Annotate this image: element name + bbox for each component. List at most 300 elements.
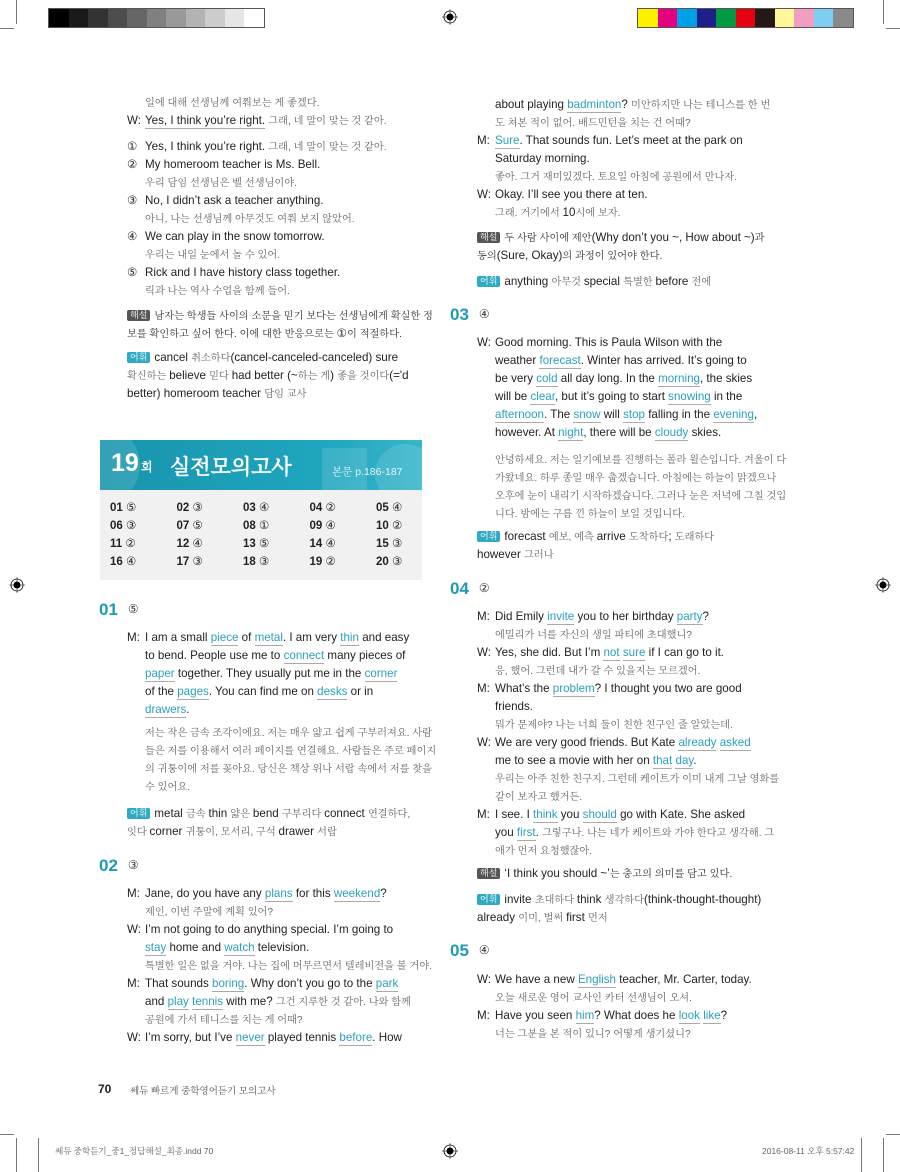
- section-header-01: [99, 600, 139, 620]
- korean-text: 릭과 나는 역사 수업을 함께 들어.: [145, 286, 290, 297]
- korean-text: 보를 확인하고 싶어 한다. 이에 대한 반응으로는: [127, 329, 337, 340]
- text-line: M: What’s the problem? I thought you two are good: [477, 680, 779, 698]
- answer-number: 01: [110, 502, 123, 514]
- key-word: watch: [224, 941, 255, 954]
- page-reference: 본문 p.186-187: [332, 466, 403, 478]
- answer-key-box: [100, 440, 422, 580]
- explanation-badge: 해설: [477, 868, 500, 879]
- text-line: Saturday morning.: [495, 152, 590, 165]
- text-line: [477, 168, 770, 186]
- text-line: [127, 246, 387, 264]
- answer-item: [376, 500, 443, 518]
- answer-number: 04: [309, 502, 323, 514]
- q01-vocabulary: [127, 805, 410, 841]
- korean-text: 미안하지만 나는 테니스를 한 번: [631, 100, 771, 111]
- speaker-label: ①: [127, 140, 138, 153]
- answer-choice: ③: [189, 502, 203, 514]
- question-number: 03: [450, 305, 469, 324]
- korean-text: 좋을 것이다: [337, 371, 390, 382]
- process-color-bar: [637, 8, 854, 28]
- korean-text: 우리는 아주 친한 친구지. 그런데 케이트가 이미 내게 그날 영화를: [495, 774, 780, 785]
- answer-item: [310, 500, 377, 518]
- key-word: him: [575, 1009, 595, 1022]
- korean-text: 우리 담임 선생님은 벨 선생님이야.: [145, 178, 297, 189]
- korean-text: 귀퉁이, 모서리, 구석: [185, 827, 279, 838]
- korean-text: 에밀리가 너를 자신의 생일 파티에 초대했니?: [495, 630, 692, 641]
- text-line: [127, 307, 433, 325]
- text-line: drawers.: [145, 703, 190, 716]
- text-line: W: Good morning. This is Paula Wilson with the: [477, 334, 757, 352]
- text-line: already 이미, 벌써 first 먼저: [477, 911, 608, 924]
- answer-item: [110, 554, 177, 572]
- key-word: that: [652, 754, 673, 767]
- answer-key-header: [100, 440, 422, 490]
- text-line: 어휘 forecast 예보, 예측 arrive 도착하다; 도래하다: [477, 528, 714, 546]
- korean-text: 너는 그분을 본 적이 있니? 어떻게 생기셨니?: [495, 1029, 691, 1040]
- section-header-03: [450, 305, 490, 325]
- answer-number: 03: [243, 502, 256, 514]
- explanation: [127, 307, 433, 343]
- q03-script: [477, 334, 757, 442]
- text-line: [477, 788, 779, 806]
- crop-mark: [883, 1138, 884, 1172]
- color-swatch: [697, 9, 717, 27]
- speaker-label: ③: [127, 194, 138, 207]
- key-word: first: [516, 826, 536, 839]
- underlined-answer: Yes, I think you’re right.: [145, 114, 266, 127]
- color-swatch: [49, 9, 69, 27]
- text-line: ① Yes, I think you’re right. 그래, 네 말이 맞는 것 같아.: [127, 138, 387, 156]
- text-line: stay home and watch television.: [145, 941, 310, 954]
- korean-text: 두 사람 사이에 제안: [504, 233, 592, 244]
- answer-item: [110, 518, 177, 536]
- speaker-label: M:: [477, 610, 490, 623]
- speaker-label: M:: [127, 977, 140, 990]
- key-word: afternoon: [495, 408, 544, 421]
- text-line: [145, 778, 436, 796]
- q03-vocabulary: [477, 528, 714, 564]
- text-line: 그래. 거기에서 10시에 보자.: [495, 206, 621, 219]
- key-word: cold: [536, 372, 558, 385]
- answer-item: [376, 554, 443, 572]
- crop-mark: [0, 1134, 14, 1135]
- speaker-label: W:: [477, 973, 491, 986]
- speaker-label: ⑤: [127, 266, 138, 279]
- korean-text: 남자는 학생들 사이의 소문을 믿기 보다는 선생님에게 확실한 정: [154, 311, 433, 322]
- answer-choice: ④: [255, 502, 270, 514]
- crop-mark: [0, 28, 14, 29]
- korean-text: 수 있어요.: [145, 782, 191, 793]
- text-line: 어휘 metal 금속 thin 얇은 bend 구부리다 connect 연결하다,: [127, 805, 410, 823]
- slug-filename: 쎄듀 중학듣기_중1_정답해설_최종.indd 70: [55, 1146, 214, 1156]
- question-number: 05: [450, 941, 469, 960]
- crop-mark: [886, 28, 900, 29]
- korean-text: 그렇구나. 나는 네가 케이트와 가야 한다고 생각해. 그: [542, 828, 775, 839]
- text-line: W: We have a new English teacher, Mr. Carter, today.: [477, 971, 752, 989]
- speaker-label: M:: [477, 134, 490, 147]
- q02-explanation: [477, 229, 765, 265]
- speaker-label: M:: [477, 808, 490, 821]
- color-swatch: [69, 9, 89, 27]
- answer-choice: ⑤: [189, 520, 203, 532]
- q05-script: [477, 971, 752, 1043]
- test-number-unit: 회: [141, 460, 153, 474]
- question-number: 01: [99, 600, 118, 619]
- text-line: friends.: [495, 700, 534, 713]
- answer-number: 02: [176, 502, 190, 514]
- section-header-05: [450, 941, 490, 961]
- q02-vocabulary: [477, 273, 711, 291]
- color-swatch: [638, 9, 658, 27]
- key-word: connect: [283, 649, 325, 662]
- answer-number: 19: [309, 556, 323, 568]
- key-word: day: [675, 754, 694, 767]
- color-swatch: [755, 9, 775, 27]
- korean-text: 저는 작은 금속 조각이에요. 저는 매우 얇고 쉽게 구부러져요. 사람: [145, 728, 433, 739]
- text-line: W: I’m sorry, but I’ve never played tennis before. How: [127, 1029, 432, 1047]
- korean-text: 담임 교사: [264, 389, 307, 400]
- text-line: 잇다 corner 귀퉁이, 모서리, 구석 drawer 서랍: [127, 825, 337, 838]
- key-word: boring: [212, 977, 245, 990]
- answer-item: [110, 536, 177, 554]
- key-word: morning: [658, 372, 700, 385]
- key-word: paper: [145, 667, 175, 680]
- korean-text: 구부리다: [281, 809, 325, 820]
- text-line: [495, 505, 786, 523]
- registration-mark-icon: [442, 9, 458, 25]
- answer-choice: ⑤: [122, 502, 137, 514]
- korean-text: 는 충고의 의미를 담고 있다.: [609, 869, 733, 880]
- answer-number: 14: [309, 538, 323, 550]
- key-word: weekend: [333, 887, 381, 900]
- korean-text: 그건 지루한 것 같아. 나와 함께: [275, 997, 411, 1008]
- crop-mark: [16, 1138, 17, 1172]
- text-line: 동의(Sure, Okay)의 과정이 있어야 한다.: [477, 249, 663, 262]
- korean-text: 아니, 나는 선생님께 아무것도 여쭤 보지 않았어.: [145, 214, 355, 225]
- color-swatch: [794, 9, 814, 27]
- key-word: park: [375, 977, 399, 990]
- text-line: W: Yes, she did. But I’m not sure if I can go to it.: [477, 644, 779, 662]
- text-line: M: I am a small piece of metal. I am very thin and easy: [127, 629, 409, 647]
- vocab-badge: 어휘: [477, 276, 500, 287]
- test-title: 실전모의고사: [170, 456, 292, 479]
- speaker-label: W:: [127, 1031, 141, 1044]
- color-swatch: [186, 9, 206, 27]
- key-word: not: [603, 646, 620, 659]
- crop-mark: [38, 1138, 39, 1172]
- korean-text: 니다. 밤에는 구름 낀 하늘이 보일 것입니다.: [495, 509, 685, 520]
- key-word: forecast: [539, 354, 581, 367]
- text-line: 보를 확인하고 싶어 한다. 이에 대한 반응으로는 ①이 적절하다.: [127, 327, 402, 340]
- text-line: 해설 두 사람 사이에 제안(Why don’t you ~, How about ~)과: [477, 229, 765, 247]
- q01-translation: [145, 724, 436, 796]
- korean-text: 전에: [691, 277, 712, 288]
- korean-text: 들은 저를 이용해서 여러 페이지를 연결해요. 사람들은 주로 페이지: [145, 746, 437, 757]
- answer-item: [310, 554, 377, 572]
- answer-number: 15: [376, 538, 389, 550]
- registration-mark-icon: [9, 577, 25, 593]
- text-line: M: Sure. That sounds fun. Let’s meet at the park on: [477, 132, 770, 150]
- text-line: 어휘 invite 초대하다 think 생각하다(think-thought-thought): [477, 891, 761, 909]
- correct-answer: ④: [478, 307, 490, 321]
- section-header-04: [450, 579, 490, 599]
- answer-item: [310, 536, 377, 554]
- test-number: 19: [111, 449, 139, 477]
- explanation-badge: 해설: [127, 310, 150, 321]
- key-word: night: [558, 426, 584, 439]
- korean-text: 의 과정이 있어야 한다.: [562, 251, 663, 262]
- key-word: stop: [623, 408, 645, 421]
- correct-answer: ②: [478, 581, 490, 595]
- registration-mark-icon: [875, 577, 891, 593]
- answer-choice: ②: [322, 502, 336, 514]
- korean-text: 도착하다: [628, 532, 669, 543]
- text-line: [495, 469, 786, 487]
- text-line: [495, 451, 786, 469]
- answer-item: [243, 500, 310, 518]
- answer-choice: ④: [322, 538, 336, 550]
- speaker-label: ④: [127, 230, 138, 243]
- answer-number: 18: [243, 556, 256, 568]
- text-line: W: I’m not going to do anything special. I’m going to: [127, 921, 432, 939]
- answer-number: 12: [176, 538, 190, 550]
- speaker-label: ②: [127, 158, 138, 171]
- text-line: M: I see. I think you should go with Kate. She asked: [477, 806, 779, 824]
- answer-item: [110, 500, 177, 518]
- speaker-label: W:: [127, 114, 141, 127]
- korean-text: 일에 대해 선생님께 여쭤보는 게 좋겠다.: [145, 98, 320, 109]
- korean-text: 믿다: [209, 371, 232, 382]
- answer-item: [243, 518, 310, 536]
- answer-choice: ③: [388, 538, 403, 550]
- answer-choice: ③: [189, 556, 203, 568]
- key-word: should: [582, 808, 617, 821]
- korean-text: 생각하다: [604, 895, 644, 906]
- answer-number: 20: [376, 556, 389, 568]
- korean-text: 하는 게: [297, 371, 331, 382]
- color-swatch: [147, 9, 167, 27]
- text-line: you first. 그렇구나. 나는 네가 케이트와 가야 한다고 생각해. 그: [495, 826, 775, 839]
- korean-text: 의 귀퉁이에 저를 꽂아요. 당신은 책상 위나 서랍 속에서 저를 찾을: [145, 764, 433, 775]
- color-swatch: [775, 9, 795, 27]
- korean-text: 안녕하세요. 저는 일기예보를 진행하는 폴라 윌슨입니다. 겨울이 다: [495, 455, 787, 466]
- color-swatch: [127, 9, 147, 27]
- text-line: ③ No, I didn’t ask a teacher anything.: [127, 192, 387, 210]
- korean-text: 우리는 내일 눈에서 놀 수 있어.: [145, 250, 281, 261]
- key-word: plans: [264, 887, 293, 900]
- korean-text: 공원에 가서 테니스를 치는 게 어때?: [145, 1015, 303, 1026]
- korean-text: 아무것: [551, 277, 584, 288]
- text-line: 어휘 anything 아무것 special 특별한 before 전에: [477, 273, 711, 291]
- color-swatch: [88, 9, 108, 27]
- key-word: sure: [622, 646, 646, 659]
- speaker-label: W:: [127, 923, 141, 936]
- answer-item: [177, 554, 244, 572]
- answer-number: 11: [110, 538, 123, 550]
- text-line: afternoon. The snow will stop falling in the evening,: [495, 408, 758, 421]
- korean-text: 오늘 새로운 영어 교사인 카터 선생님이 오셔.: [495, 993, 692, 1004]
- text-line: [477, 662, 779, 680]
- korean-text: 얇은: [230, 809, 253, 820]
- text-line: [127, 903, 432, 921]
- answer-item: [376, 536, 443, 554]
- text-line: [145, 724, 436, 742]
- correct-answer: ③: [127, 858, 139, 872]
- q02-script: [127, 885, 432, 1047]
- text-line: [477, 989, 752, 1007]
- key-word: cloudy: [654, 426, 689, 439]
- slug-timestamp: 2016-08-11 오후 5:57:42: [762, 1146, 855, 1156]
- color-swatch: [677, 9, 697, 27]
- answer-choice: ④: [322, 520, 336, 532]
- answer-item: [310, 518, 377, 536]
- key-word: party: [676, 610, 703, 623]
- korean-text: 시에 보자.: [575, 208, 621, 219]
- text-line: W: We are very good friends. But Kate already asked: [477, 734, 779, 752]
- color-swatch: [225, 9, 245, 27]
- text-line: be very cold all day long. In the morning, the skies: [495, 372, 753, 385]
- text-line: M: Did Emily invite you to her birthday party?: [477, 608, 779, 626]
- q04-vocabulary: [477, 891, 761, 927]
- color-swatch: [244, 9, 264, 27]
- color-swatch: [736, 9, 756, 27]
- korean-text: 연결하다,: [367, 809, 411, 820]
- question-number: 04: [450, 579, 469, 598]
- speaker-label: M:: [127, 887, 140, 900]
- key-word: asked: [719, 736, 751, 749]
- answer-choice: ③: [122, 520, 137, 532]
- answer-choice: ①: [255, 520, 270, 532]
- key-word: like: [703, 1009, 721, 1022]
- answer-item: [243, 536, 310, 554]
- korean-text: 확신하는: [127, 371, 170, 382]
- crop-mark: [861, 1138, 862, 1172]
- korean-text: 뭐가 문제야? 나는 너희 둘이 친한 친구인 줄 알았는데.: [495, 720, 733, 731]
- text-line: however 그러나: [477, 548, 554, 561]
- q02-script-continued: [477, 96, 770, 222]
- key-word: snow: [573, 408, 601, 421]
- answer-number: 07: [176, 520, 190, 532]
- book-title: 쎄듀 빠르게 중학영어듣기 모의고사: [130, 1086, 276, 1097]
- text-line: [477, 626, 779, 644]
- text-line: and play tennis with me? 그건 지루한 것 같아. 나와 함께: [145, 995, 411, 1008]
- text-line: will be clear, but it’s going to start snowing in the: [495, 390, 743, 403]
- q04-explanation: [477, 865, 732, 883]
- key-word: think: [533, 808, 558, 821]
- text-line: 어휘 cancel 취소하다(cancel-canceled-canceled) sure: [127, 349, 409, 367]
- key-word: snowing: [668, 390, 711, 403]
- q20-dialog-end: [127, 94, 387, 130]
- text-line: W: Okay. I’ll see you there at ten.: [477, 186, 770, 204]
- color-swatch: [108, 9, 128, 27]
- grayscale-color-bar: [48, 8, 265, 28]
- answer-item: [243, 554, 310, 572]
- key-word: before: [339, 1031, 373, 1044]
- text-line: [477, 770, 779, 788]
- text-line: [127, 957, 432, 975]
- text-line: M: That sounds boring. Why don’t you go to the park: [127, 975, 432, 993]
- korean-text: 금속: [185, 809, 209, 820]
- korean-text: 그래. 거기에서: [495, 208, 563, 219]
- vocabulary: [127, 349, 409, 403]
- answer-grid: [100, 490, 422, 580]
- text-line: 확신하는 believe 믿다 had better (~하는 게) 좋을 것이다(='d: [127, 369, 409, 382]
- color-swatch: [716, 9, 736, 27]
- key-word: already: [678, 736, 717, 749]
- q04-script: [477, 608, 779, 860]
- text-line: weather forecast. Winter has arrived. It’s going to: [495, 354, 747, 367]
- answer-choice: ⑤: [255, 538, 270, 550]
- text-line: ⑤ Rick and I have history class together.: [127, 264, 387, 282]
- text-line: about playing badminton? 미안하지만 나는 테니스를 한 번: [495, 98, 771, 111]
- korean-text: 이미, 벌써: [518, 913, 567, 924]
- speaker-label: M:: [127, 631, 140, 644]
- korean-text: 서랍: [317, 827, 337, 838]
- q03-translation: [495, 451, 786, 523]
- speaker-label: M:: [477, 682, 490, 695]
- text-line: paper together. They usually put me in the corner: [145, 667, 398, 680]
- answer-item: [177, 518, 244, 536]
- text-line: [477, 114, 770, 132]
- text-line: of the pages. You can find me on desks or in: [145, 685, 374, 698]
- korean-text: 응, 했어. 그런데 내가 갈 수 있을지는 모르겠어.: [495, 666, 701, 677]
- text-line: [477, 842, 779, 860]
- korean-text: 좋아. 그거 재미있겠다. 토요일 아침에 공원에서 만나자.: [495, 172, 737, 183]
- korean-text: 도래하다: [674, 532, 715, 543]
- explanation-badge: 해설: [477, 232, 500, 243]
- answer-choice: ③: [388, 556, 403, 568]
- text-line: [495, 487, 786, 505]
- color-swatch: [166, 9, 186, 27]
- vocab-badge: 어휘: [477, 894, 500, 905]
- text-line: [127, 1011, 432, 1029]
- answer-choice: ②: [388, 520, 403, 532]
- korean-text: 먼저: [588, 913, 608, 924]
- korean-text: 예보, 예측: [548, 532, 597, 543]
- text-line: better) homeroom teacher 담임 교사: [127, 387, 307, 400]
- answer-number: 08: [243, 520, 256, 532]
- korean-text: 잇다: [127, 827, 150, 838]
- answer-item: [177, 536, 244, 554]
- korean-text: 그래, 네 말이 맞는 것 같아.: [268, 142, 387, 153]
- key-word: drawers: [145, 703, 187, 716]
- key-word: tennis: [192, 995, 224, 1008]
- key-word: metal: [254, 631, 283, 644]
- color-swatch: [833, 9, 853, 27]
- text-line: M: Have you seen him? What does he look like?: [477, 1007, 752, 1025]
- vocab-badge: 어휘: [477, 531, 500, 542]
- key-word: corner: [364, 667, 398, 680]
- answer-item: [376, 518, 443, 536]
- key-word: thin: [340, 631, 359, 644]
- key-word: piece: [210, 631, 239, 644]
- speaker-label: W:: [477, 736, 491, 749]
- korean-text: 가왔네요. 하루 종일 매우 춥겠습니다. 아침에는 하늘이 맑겠으나: [495, 473, 777, 484]
- answer-number: 10: [376, 520, 389, 532]
- text-line: [127, 112, 387, 130]
- answer-number: 09: [309, 520, 323, 532]
- korean-text: 애가 먼저 요청했잖아.: [495, 846, 593, 857]
- crop-mark: [16, 0, 17, 24]
- key-word: never: [235, 1031, 265, 1044]
- answer-options: [127, 138, 387, 300]
- text-line: [127, 210, 387, 228]
- color-swatch: [205, 9, 225, 27]
- question-number: 02: [99, 856, 118, 875]
- speaker-label: W:: [477, 336, 491, 349]
- answer-choice: ②: [122, 538, 136, 550]
- correct-answer: ⑤: [127, 602, 139, 616]
